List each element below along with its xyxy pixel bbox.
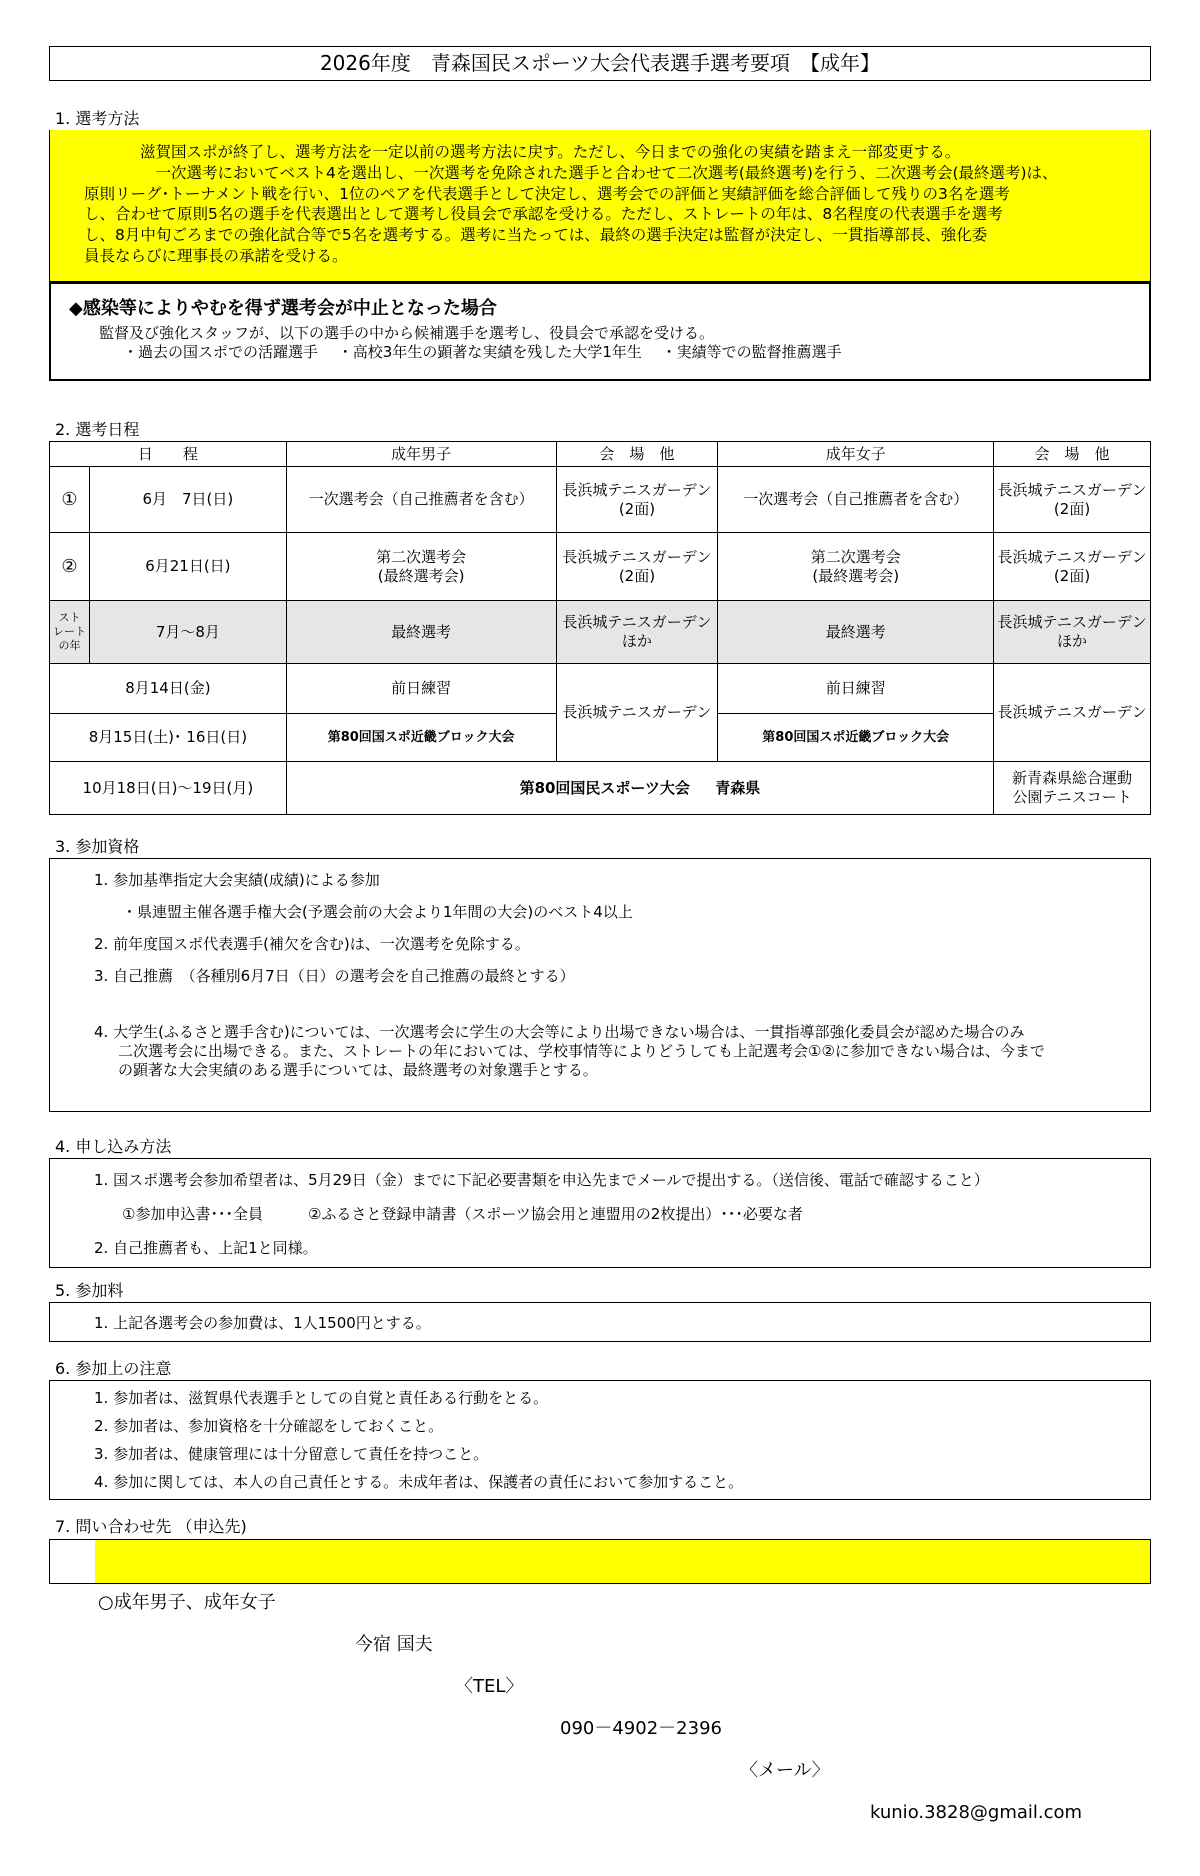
- row-event-women: 一次選考会（自己推薦者を含む）: [718, 467, 994, 533]
- venue-name: 長浜城テニスガーデン: [562, 547, 712, 566]
- venue-courts: (2面): [618, 499, 656, 518]
- contact-target: ○成年男子、成年女子: [98, 1592, 276, 1613]
- venue-courts: (2面): [1053, 499, 1091, 518]
- venue-courts: (2面): [1053, 566, 1091, 585]
- section-5-label: 5. 参加料: [55, 1281, 124, 1300]
- row-number: ②: [50, 533, 90, 601]
- section-2-label: 2. 選考日程: [55, 420, 140, 439]
- row-date: 6月21日(日): [89, 533, 286, 601]
- eligibility-line-3: 2. 前年度国スポ代表選手(補欠を含む)は、一次選考を免除する。: [94, 935, 530, 953]
- method-para-2a: 一次選考においてベスト4を選出し、一次選考を免除された選手と合わせて二次選考(最終選考)を行う、二次選考会(最終選考)は、: [140, 163, 1058, 182]
- header-date: 日 程: [50, 442, 287, 467]
- venue-name: 長浜城テニスガーデン: [997, 613, 1147, 631]
- header-venue-men: 会 場 他: [556, 442, 718, 467]
- row-venue-men: [556, 533, 718, 601]
- schedule-table: [49, 441, 1151, 815]
- table-row: [50, 533, 1151, 601]
- venue-extra: ほか: [1057, 632, 1088, 650]
- cancellation-line-1: 監督及び強化スタッフが、以下の選手の中から候補選手を選考し、役員会で承認を受ける。: [99, 324, 715, 342]
- notes-line-3: 3. 参加者は、健康管理には十分留意して責任を持つこと。: [94, 1445, 489, 1463]
- method-para-2c: し、合わせて原則5名の選手を代表選出として選考し役員会で承認を受ける。ただし、ストレートの年は、8名程度の代表選手を選考: [84, 205, 1003, 224]
- mail-label: 〈メール〉: [740, 1760, 830, 1781]
- contact-name: 今宿 国夫: [355, 1634, 433, 1655]
- cancellation-box: [49, 282, 1151, 381]
- method-para-2b: 原則リーグ･トーナメント戦を行い、1位のペアを代表選手として決定し、選考会での評価と実績評価を総合評価して残りの3名を選考: [84, 184, 1010, 203]
- event-line-1: 第二次選考会: [810, 547, 901, 566]
- table-row: [50, 601, 1151, 664]
- method-para-2e: 員長ならびに理事長の承諾を受ける。: [84, 246, 348, 265]
- venue-extra: ほか: [621, 632, 652, 650]
- application-line-3: 2. 自己推薦者も、上記1と同様。: [94, 1239, 318, 1257]
- document-title: 2026年度 青森国民スポーツ大会代表選手選考要項 【成年】: [49, 46, 1151, 81]
- event-line-2: (最終選考会): [377, 566, 465, 585]
- section-6-label: 6. 参加上の注意: [55, 1359, 172, 1378]
- table-row: [50, 467, 1151, 533]
- header-venue-women: 会 場 他: [994, 442, 1151, 467]
- fee-box: [49, 1302, 1151, 1342]
- contact-info: [95, 1540, 1150, 1823]
- row-date: 8月15日(土)･ 16日(日): [50, 714, 287, 762]
- section-7-label: 7. 問い合わせ先 （申込先): [55, 1517, 247, 1536]
- event-line-1: 第二次選考会: [376, 547, 467, 566]
- straight-line-3: の年: [58, 639, 81, 652]
- section-4-label: 4. 申し込み方法: [55, 1137, 172, 1156]
- application-line-2: ①参加申込書･･･全員 ②ふるさと登録申請書（スポーツ協会用と連盟用の2枚提出）･･･必要な者: [122, 1205, 803, 1223]
- method-para-2d: し、8月中旬ごろまでの強化試合等で5名を選考する。選考に当たっては、最終の選手決定は監督が決定し、一貫指導部長、強化委: [84, 226, 988, 245]
- venue-courts: (2面): [618, 566, 656, 585]
- venue-name: 長浜城テニスガーデン: [997, 547, 1147, 566]
- straight-line-2: レート: [52, 625, 86, 638]
- notes-line-2: 2. 参加者は、参加資格を十分確認をしておくこと。: [94, 1417, 444, 1435]
- row-number: ①: [50, 467, 90, 533]
- row-venue-national: [994, 762, 1151, 815]
- row-venue-men: 長浜城テニスガーデン: [556, 664, 718, 762]
- schedule-header-row: [50, 442, 1151, 467]
- event-line-2: (最終選考会): [812, 566, 900, 585]
- straight-line-1: スト: [58, 611, 81, 624]
- cancellation-line-2: ・過去の国スポでの活躍選手 ・高校3年生の顕著な実績を残した大学1年生 ・実績等での監督推薦選手: [123, 343, 842, 361]
- header-women: 成年女子: [718, 442, 994, 467]
- eligibility-line-6: 二次選考会に出場できる。また、ストレートの年においては、学校事情等によりどうしても上記選考会①②に参加できない場合は、今まで: [118, 1042, 1045, 1060]
- method-para-1: 滋賀国スポが終了し、選考方法を一定以前の選考方法に戻す。ただし、今日までの強化の実績を踏まえ一部変更する。: [140, 143, 961, 161]
- cancellation-heading: ◆感染等によりやむを得ず選考会が中止となった場合: [69, 298, 497, 319]
- header-men: 成年男子: [286, 442, 556, 467]
- row-event-women: 最終選考: [718, 601, 994, 664]
- notes-line-4: 4. 参加に関しては、本人の自己責任とする。未成年者は、保護者の責任において参加すること。: [94, 1473, 744, 1491]
- section-3-label: 3. 参加資格: [55, 837, 140, 856]
- row-event-women: 第80回国スポ近畿ブロック大会: [718, 714, 994, 762]
- row-event-women: 前日練習: [718, 664, 994, 714]
- venue-line-2: 公園テニスコート: [1012, 788, 1132, 806]
- row-venue-women: [994, 601, 1151, 664]
- row-date: 7月～8月: [89, 601, 286, 664]
- contact-phone: 090－4902－2396: [560, 1718, 722, 1739]
- row-date: 10月18日(日)～19日(月): [50, 762, 287, 815]
- eligibility-line-7: の顕著な大会実績のある選手については、最終選考の対象選手とする。: [118, 1061, 598, 1079]
- row-venue-women: [994, 467, 1151, 533]
- row-event-men: 第80回国スポ近畿ブロック大会: [286, 714, 556, 762]
- selection-method-box: [49, 130, 1151, 282]
- venue-name: 長浜城テニスガーデン: [997, 480, 1147, 499]
- table-row: [50, 664, 1151, 714]
- row-event-men: 最終選考: [286, 601, 556, 664]
- row-event-men: 前日練習: [286, 664, 556, 714]
- fee-line-1: 1. 上記各選考会の参加費は、1人1500円とする。: [94, 1314, 431, 1332]
- row-event-national: 第80回国民スポーツ大会 青森県: [286, 762, 993, 815]
- row-date: 6月 7日(日): [89, 467, 286, 533]
- row-event-women: [718, 533, 994, 601]
- row-venue-women: [994, 533, 1151, 601]
- application-line-1: 1. 国スポ選考会参加希望者は、5月29日（金）までに下記必要書類を申込先までメールで提出する。（送信後、電話で確認すること）: [94, 1171, 989, 1189]
- tel-label: 〈TEL〉: [455, 1676, 524, 1697]
- row-venue-women: 長浜城テニスガーデン: [994, 664, 1151, 762]
- eligibility-box: [49, 858, 1151, 1112]
- row-venue-men: [556, 467, 718, 533]
- application-box: [49, 1158, 1151, 1268]
- table-row: [50, 762, 1151, 815]
- venue-name: 長浜城テニスガーデン: [562, 480, 712, 499]
- notes-box: [49, 1380, 1151, 1500]
- notes-line-1: 1. 参加者は、滋賀県代表選手としての自覚と責任ある行動をとる。: [94, 1389, 549, 1407]
- eligibility-line-2: ・県連盟主催各選手権大会(予選会前の大会より1年間の大会)のベスト4以上: [122, 903, 633, 921]
- row-number-straight: [50, 601, 90, 664]
- row-event-men: [286, 533, 556, 601]
- eligibility-line-5: 4. 大学生(ふるさと選手含む)については、一次選考会に学生の大会等により出場できない場合は、一貫指導部強化委員会が認めた場合のみ: [94, 1023, 1025, 1041]
- contact-email[interactable]: kunio.3828@gmail.com: [870, 1802, 1083, 1823]
- section-1-label: 1. 選考方法: [55, 109, 140, 128]
- row-date: 8月14日(金): [50, 664, 287, 714]
- venue-name: 長浜城テニスガーデン: [562, 613, 712, 631]
- row-venue-men: [556, 601, 718, 664]
- venue-line-1: 新青森県総合運動: [1012, 769, 1133, 787]
- eligibility-line-4: 3. 自己推薦 （各種別6月7日（日）の選考会を自己推薦の最終とする）: [94, 967, 575, 985]
- eligibility-line-1: 1. 参加基準指定大会実績(成績)による参加: [94, 871, 380, 889]
- contact-box: [49, 1539, 1151, 1823]
- row-event-men: 一次選考会（自己推薦者を含む）: [286, 467, 556, 533]
